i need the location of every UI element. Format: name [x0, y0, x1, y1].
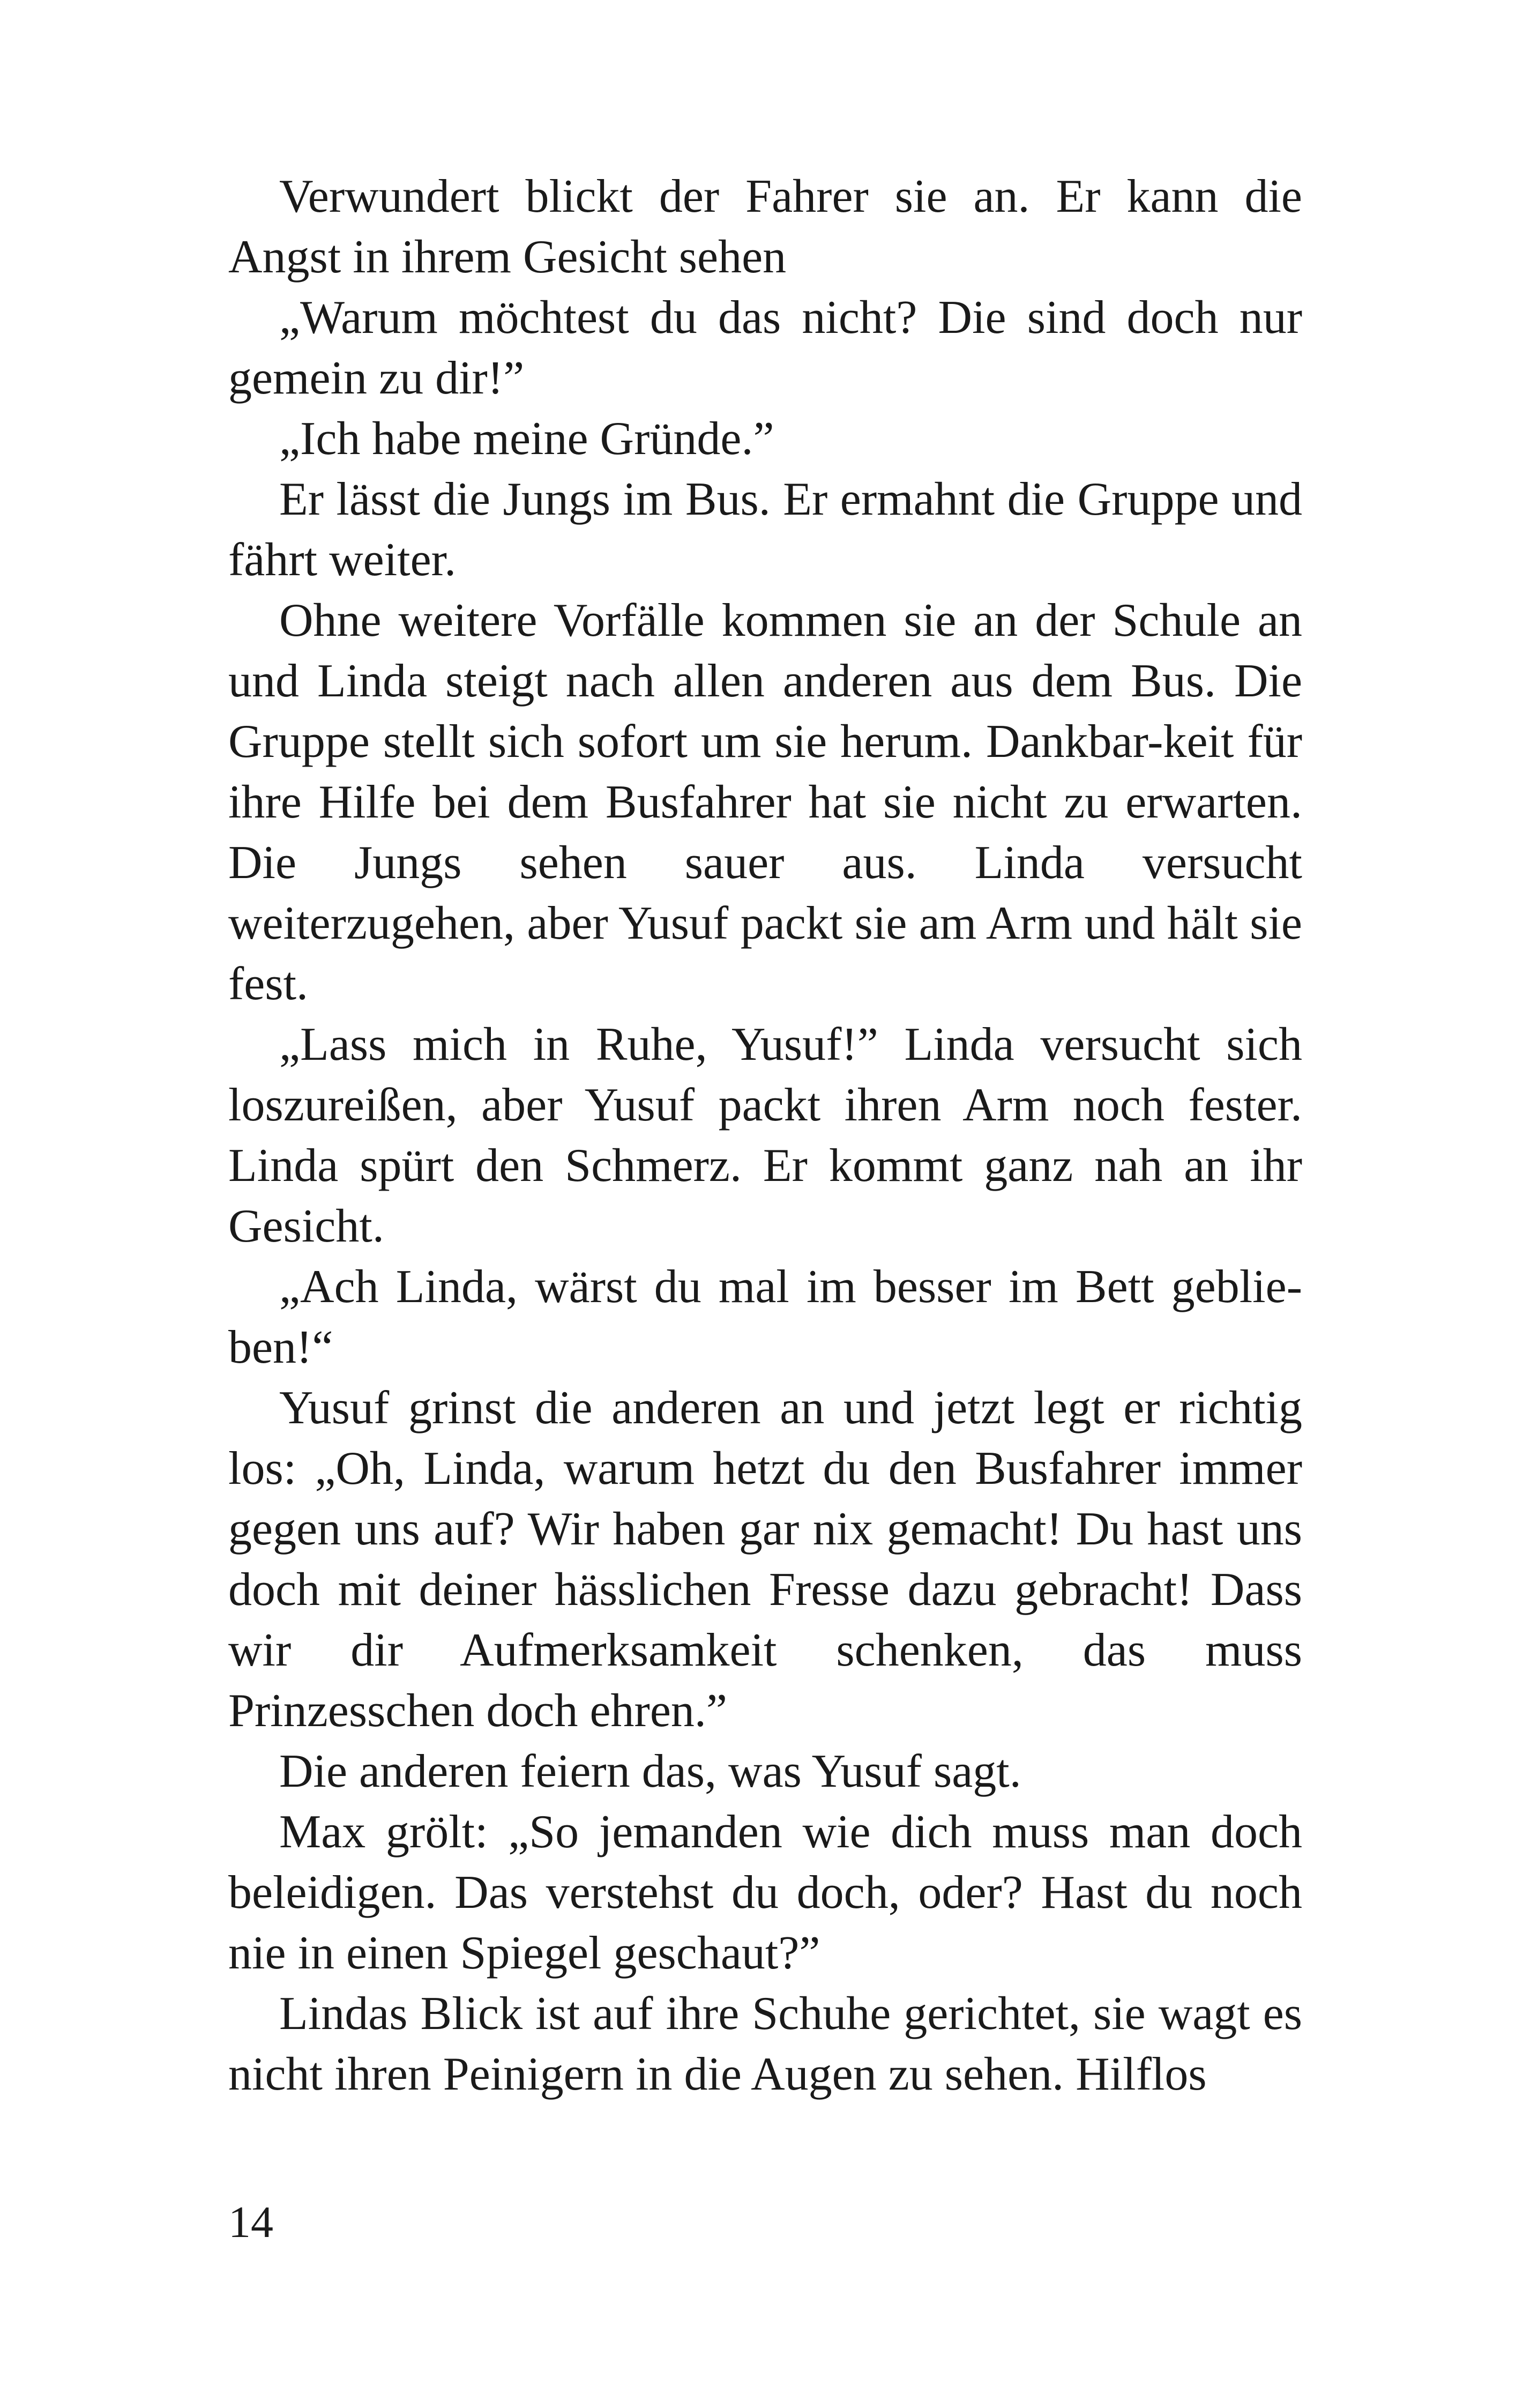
paragraph: Er lässt die Jungs im Bus. Er ermahnt die Gruppe und fährt weiter. [228, 473, 1302, 586]
paragraph: „Lass mich in Ruhe, Yusuf!” Linda versucht sich loszureißen, aber Yusuf packt ihren Arm noch fester. Linda spürt den Schmerz. Er kommt ganz nah an ihr Gesicht. [228, 1019, 1302, 1252]
paragraph: Lindas Blick ist auf ihre Schuhe gerichtet, sie wagt es nicht ihren Peinigern in die Augen zu sehen. Hilflos [228, 1988, 1302, 2100]
paragraph: „Warum möchtest du das nicht? Die sind doch nur gemein zu dir!” [228, 292, 1302, 404]
paragraph: Max grölt: „So jemanden wie dich muss man doch beleidigen. Das verstehst du doch, oder? Hast du noch nie in einen Spiegel geschaut?” [228, 1806, 1302, 1979]
paragraph: Die anderen feiern das, was Yusuf sagt. [279, 1745, 1021, 1797]
paragraph: Yusuf grinst die anderen an und jetzt legt er richtig los: „Oh, Linda, warum hetzt du den Busfahrer immer gegen uns auf? Wir haben gar nix gemacht! Du hast uns doch mit deiner hässlichen Fresse dazu gebracht! Dass wir dir Aufmerksamkeit schenken, das muss Prinzesschen doch ehren.” [228, 1382, 1302, 1737]
paragraph: „Ich habe meine Gründe.” [279, 413, 774, 465]
paragraph: Verwundert blickt der Fahrer sie an. Er kann die Angst in ihrem Gesicht sehen [228, 170, 1302, 283]
paragraph: Ohne weitere Vorfälle kommen sie an der Schule an und Linda steigt nach allen anderen aus dem Bus. Die Gruppe stellt sich sofort um sie herum. Dankbar-keit für ihre Hilfe bei dem Busfahrer hat sie nicht zu erwarten. Die Jungs sehen sauer aus. Linda versucht weiterzugehen, aber Yusuf packt sie am Arm und hält sie fest. [228, 594, 1302, 1010]
body-text [228, 166, 1302, 2105]
page-number: 14 [228, 2197, 273, 2247]
paragraph: „Ach Linda, wärst du mal im besser im Bett geblie-ben!“ [228, 1261, 1302, 1373]
